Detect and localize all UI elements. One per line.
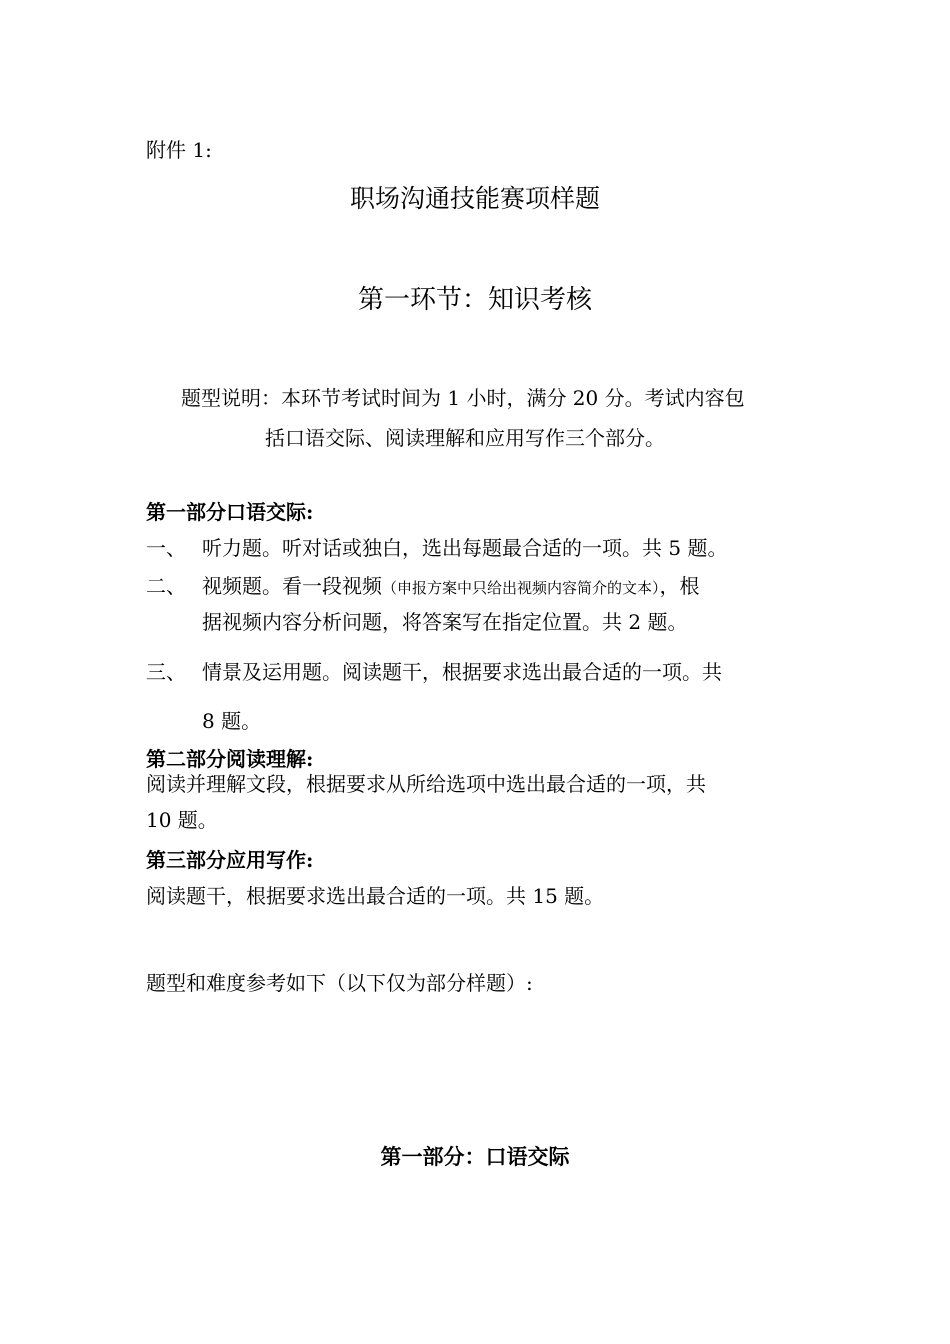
intro-line-2: 括口语交际、阅读理解和应用写作三个部分。	[265, 426, 665, 450]
part2-line-2: 10 题。	[146, 808, 218, 832]
list-item-1-number: 一、	[146, 536, 186, 560]
part3-heading: 第三部分应用写作:	[146, 848, 314, 872]
list-item-2-text-a: 视频题。看一段视频	[202, 574, 382, 598]
list-item-3-number: 三、	[146, 660, 186, 684]
intro-line-1: 题型说明：本环节考试时间为 1 小时，满分 20 分。考试内容包	[181, 386, 745, 410]
part2-heading: 第二部分阅读理解:	[146, 747, 314, 771]
list-item-2-note: （申报方案中只给出视频内容简介的文本）	[382, 579, 660, 597]
part3-line-1: 阅读题干，根据要求选出最合适的一项。共 15 题。	[146, 884, 605, 908]
list-item-2-text-b: ，根	[659, 574, 700, 598]
reference-note: 题型和难度参考如下（以下仅为部分样题）:	[146, 971, 533, 995]
list-item-3-text-line-2: 8 题。	[202, 709, 262, 733]
part2-line-1: 阅读并理解文段，根据要求从所给选项中选出最合适的一项，共	[146, 772, 706, 796]
section-title: 第一环节：知识考核	[357, 285, 592, 315]
list-item-1-text: 听力题。听对话或独白，选出每题最合适的一项。共 5 题。	[202, 536, 728, 560]
part-one-heading: 第一部分：口语交际	[380, 1144, 570, 1169]
document-title: 职场沟通技能赛项样题	[349, 184, 600, 213]
attachment-label: 附件 1:	[146, 138, 212, 162]
list-item-2-text-line-2: 据视频内容分析问题，将答案写在指定位置。共 2 题。	[202, 610, 688, 634]
list-item-3-text: 情景及运用题。阅读题干，根据要求选出最合适的一项。共	[202, 660, 722, 684]
list-item-2-text	[202, 572, 700, 602]
list-item-2-number: 二、	[146, 574, 186, 598]
part1-heading: 第一部分口语交际:	[146, 500, 314, 524]
